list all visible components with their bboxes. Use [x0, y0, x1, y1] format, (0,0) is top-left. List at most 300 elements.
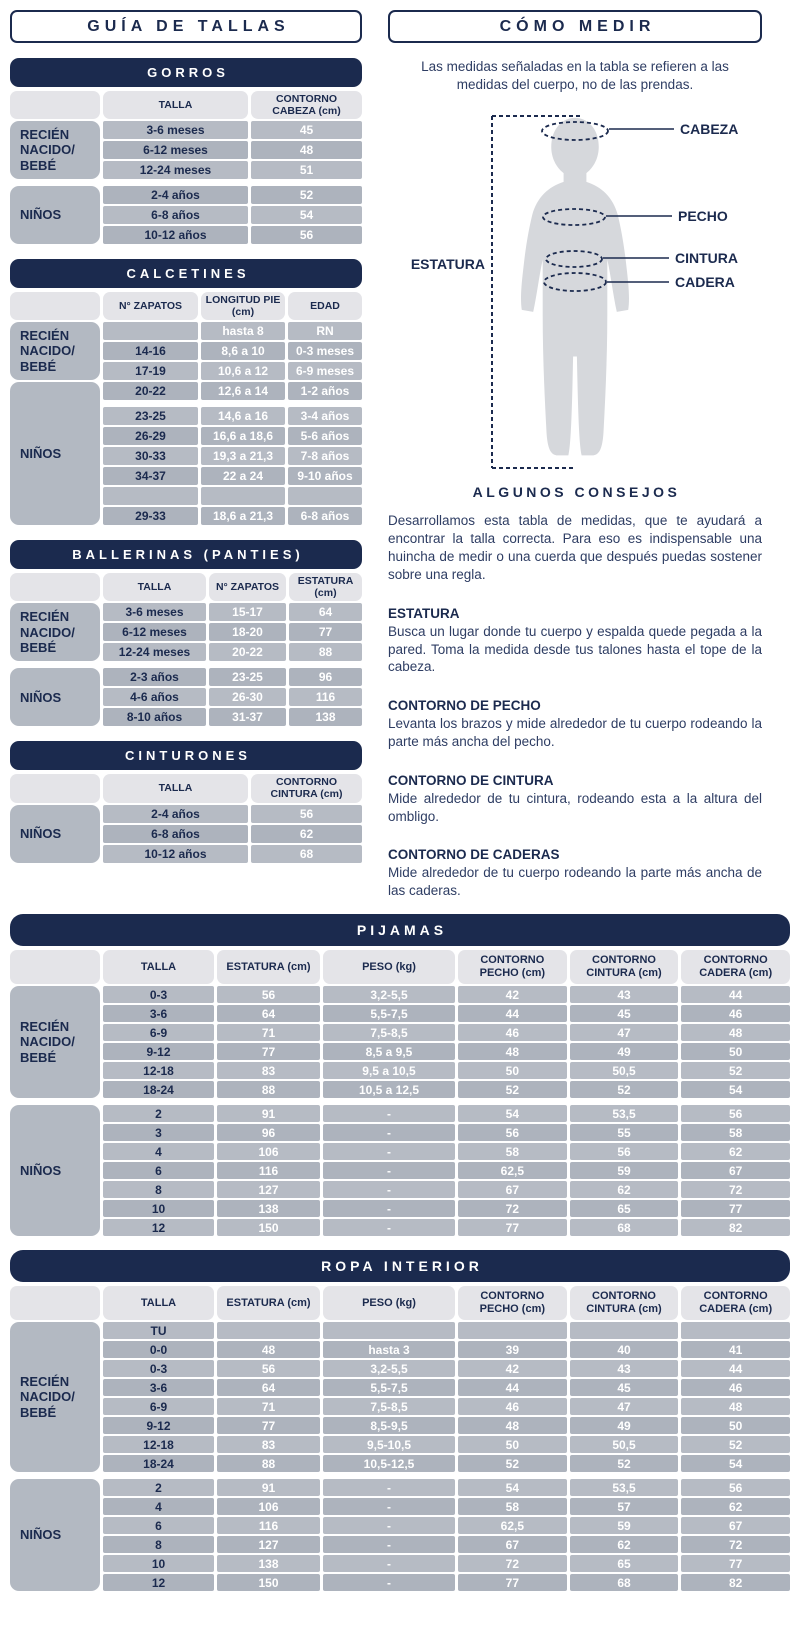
value-cell: 72 — [681, 1536, 790, 1553]
value-cell: 67 — [458, 1181, 567, 1198]
value-cell: 72 — [681, 1181, 790, 1198]
value-cell: 49 — [570, 1417, 679, 1434]
value-cell: 127 — [217, 1181, 320, 1198]
value-cell: 77 — [681, 1200, 790, 1217]
value-cell: 106 — [217, 1498, 320, 1515]
value-cell — [288, 487, 362, 505]
value-cell: 22 a 24 — [201, 467, 285, 485]
value-cell: 91 — [217, 1105, 320, 1122]
value-cell: 68 — [570, 1219, 679, 1236]
value-cell: 39 — [458, 1341, 567, 1358]
group-spacer — [103, 181, 362, 184]
size-cell: 10 — [103, 1200, 214, 1217]
size-cell: 9-12 — [103, 1417, 214, 1434]
group-label: RECIÉN NACIDO/ BEBÉ — [10, 121, 100, 179]
group-label: RECIÉN NACIDO/ BEBÉ — [10, 322, 100, 380]
column-header: EDAD — [288, 292, 362, 320]
value-cell — [201, 487, 285, 505]
measurement-diagram — [388, 100, 762, 478]
size-cell: TU — [103, 1322, 214, 1339]
group-label: NIÑOS — [10, 805, 100, 863]
value-cell: 23-25 — [209, 668, 286, 686]
value-cell: - — [323, 1555, 455, 1572]
value-cell: 56 — [217, 986, 320, 1003]
size-cell: 8 — [103, 1536, 214, 1553]
value-cell: - — [323, 1181, 455, 1198]
size-cell: 17-19 — [103, 362, 198, 380]
value-cell: 26-30 — [209, 688, 286, 706]
estatura-label: ESTATURA — [410, 256, 485, 273]
value-cell: 54 — [681, 1455, 790, 1472]
section-calcetines — [10, 259, 362, 525]
value-cell: 45 — [570, 1379, 679, 1396]
column-header: ESTATURA (cm) — [289, 573, 362, 601]
value-cell: 62,5 — [458, 1162, 567, 1179]
column-header: CONTORNO CINTURA (cm) — [251, 774, 362, 802]
value-cell: 82 — [681, 1574, 790, 1591]
value-cell: 9-10 años — [288, 467, 362, 485]
size-cell: 12-18 — [103, 1062, 214, 1079]
size-cell: 3-6 meses — [103, 603, 206, 621]
value-cell: 58 — [458, 1143, 567, 1160]
size-cell: 8 — [103, 1181, 214, 1198]
value-cell: 52 — [681, 1062, 790, 1079]
value-cell: 41 — [681, 1341, 790, 1358]
value-cell: 9,5 a 10,5 — [323, 1062, 455, 1079]
size-cell: 18-24 — [103, 1081, 214, 1098]
column-header: ESTATURA (cm) — [217, 1286, 320, 1320]
group-spacer — [103, 402, 362, 405]
value-cell: 52 — [458, 1081, 567, 1098]
value-cell: 83 — [217, 1062, 320, 1079]
value-cell: - — [323, 1162, 455, 1179]
tips-heading: ALGUNOS CONSEJOS — [472, 484, 681, 501]
value-cell: 1-2 años — [288, 382, 362, 400]
value-cell: 15-17 — [209, 603, 286, 621]
value-cell: 71 — [217, 1024, 320, 1041]
column-header: CONTORNO PECHO (cm) — [458, 950, 567, 984]
size-cell: 10 — [103, 1555, 214, 1572]
value-cell: 67 — [681, 1517, 790, 1534]
size-cell: 6 — [103, 1162, 214, 1179]
column-header: CONTORNO CABEZA (cm) — [251, 91, 362, 119]
size-cell: 3-6 meses — [103, 121, 248, 139]
table-pijamas — [10, 950, 790, 1236]
value-cell: 127 — [217, 1536, 320, 1553]
size-cell — [103, 322, 198, 340]
size-cell: 12-24 meses — [103, 161, 248, 179]
value-cell: 50 — [681, 1417, 790, 1434]
section-title-ropa-interior: ROPA INTERIOR — [10, 1250, 790, 1282]
size-cell: 10-12 años — [103, 845, 248, 863]
value-cell: 72 — [458, 1200, 567, 1217]
value-cell: 14,6 a 16 — [201, 407, 285, 425]
body-diagram-svg — [388, 100, 762, 478]
size-cell: 23-25 — [103, 407, 198, 425]
value-cell: 62 — [570, 1181, 679, 1198]
value-cell: 62,5 — [458, 1517, 567, 1534]
column-header: TALLA — [103, 1286, 214, 1320]
size-cell: 6-8 años — [103, 825, 248, 843]
column-header: CONTORNO CINTURA (cm) — [570, 1286, 679, 1320]
size-cell: 4 — [103, 1498, 214, 1515]
value-cell: 65 — [570, 1200, 679, 1217]
value-cell: 58 — [458, 1498, 567, 1515]
column-header: CONTORNO CADERA (cm) — [681, 1286, 790, 1320]
corner-cell — [10, 91, 100, 119]
size-cell: 0-3 — [103, 1360, 214, 1377]
value-cell: 8,6 a 10 — [201, 342, 285, 360]
column-header: TALLA — [103, 573, 206, 601]
size-cell: 12 — [103, 1219, 214, 1236]
value-cell: 8,5-9,5 — [323, 1417, 455, 1434]
value-cell: 42 — [458, 1360, 567, 1377]
value-cell: 48 — [458, 1417, 567, 1434]
value-cell: 46 — [458, 1024, 567, 1041]
value-cell: 10,5 a 12,5 — [323, 1081, 455, 1098]
column-header: CONTORNO CADERA (cm) — [681, 950, 790, 984]
cadera-label: CADERA — [675, 274, 735, 291]
size-cell: 0-0 — [103, 1341, 214, 1358]
size-cell: 0-3 — [103, 986, 214, 1003]
section-cinturones — [10, 741, 362, 862]
how-to-measure-title: CÓMO MEDIR — [388, 10, 762, 43]
value-cell — [458, 1322, 567, 1339]
value-cell: 83 — [217, 1436, 320, 1453]
corner-cell — [10, 774, 100, 802]
value-cell: 62 — [251, 825, 362, 843]
size-cell: 6-12 meses — [103, 623, 206, 641]
table-ropa-interior — [10, 1286, 790, 1591]
value-cell: 10,6 a 12 — [201, 362, 285, 380]
value-cell: 12,6 a 14 — [201, 382, 285, 400]
tip-title: CONTORNO DE CINTURA — [388, 772, 554, 788]
cabeza-label: CABEZA — [680, 121, 739, 138]
value-cell: 62 — [681, 1498, 790, 1515]
column-header: ESTATURA (cm) — [217, 950, 320, 984]
tip-section-caderas — [388, 847, 762, 900]
group-label: NIÑOS — [10, 1479, 100, 1591]
group-spacer — [103, 663, 362, 666]
value-cell: - — [323, 1574, 455, 1591]
value-cell: 52 — [681, 1436, 790, 1453]
value-cell: 96 — [289, 668, 362, 686]
value-cell: 50 — [681, 1043, 790, 1060]
column-header: N° ZAPATOS — [209, 573, 286, 601]
value-cell: 48 — [681, 1398, 790, 1415]
table-calcetines — [10, 292, 362, 525]
corner-cell — [10, 950, 100, 984]
value-cell: - — [323, 1498, 455, 1515]
section-title-calcetines: CALCETINES — [10, 259, 362, 288]
size-cell — [103, 487, 198, 505]
value-cell: 46 — [458, 1398, 567, 1415]
column-header: PESO (kg) — [323, 950, 455, 984]
value-cell — [323, 1322, 455, 1339]
size-cell: 6 — [103, 1517, 214, 1534]
value-cell: 43 — [570, 1360, 679, 1377]
value-cell: 50,5 — [570, 1436, 679, 1453]
column-header: TALLA — [103, 91, 248, 119]
value-cell: 10,5-12,5 — [323, 1455, 455, 1472]
value-cell: 44 — [458, 1005, 567, 1022]
value-cell: 48 — [681, 1024, 790, 1041]
size-cell: 18-24 — [103, 1455, 214, 1472]
value-cell: 8,5 a 9,5 — [323, 1043, 455, 1060]
value-cell: 56 — [570, 1143, 679, 1160]
value-cell: 52 — [570, 1081, 679, 1098]
value-cell: 77 — [458, 1219, 567, 1236]
value-cell: 50 — [458, 1062, 567, 1079]
column-header: TALLA — [103, 774, 248, 802]
value-cell: - — [323, 1200, 455, 1217]
value-cell: 19,3 a 21,3 — [201, 447, 285, 465]
group-label: NIÑOS — [10, 186, 100, 244]
value-cell — [570, 1322, 679, 1339]
tip-section-estatura — [388, 606, 762, 676]
value-cell: - — [323, 1517, 455, 1534]
size-cell: 8-10 años — [103, 708, 206, 726]
value-cell: 77 — [681, 1555, 790, 1572]
value-cell: 58 — [681, 1124, 790, 1141]
value-cell: 56 — [681, 1105, 790, 1122]
corner-cell — [10, 573, 100, 601]
size-cell: 20-22 — [103, 382, 198, 400]
value-cell: 138 — [217, 1200, 320, 1217]
value-cell: 6-9 meses — [288, 362, 362, 380]
value-cell: 77 — [458, 1574, 567, 1591]
size-cell: 6-8 años — [103, 206, 248, 224]
value-cell: 56 — [458, 1124, 567, 1141]
column-header: N° ZAPATOS — [103, 292, 198, 320]
section-title-pijamas: PIJAMAS — [10, 914, 790, 946]
value-cell: 64 — [217, 1005, 320, 1022]
group-spacer — [103, 1474, 790, 1477]
value-cell: 68 — [251, 845, 362, 863]
value-cell: - — [323, 1124, 455, 1141]
value-cell: 82 — [681, 1219, 790, 1236]
value-cell: 91 — [217, 1479, 320, 1496]
left-tables-container — [10, 58, 362, 863]
value-cell: 42 — [458, 986, 567, 1003]
tip-section-pecho — [388, 698, 762, 751]
size-cell: 2 — [103, 1105, 214, 1122]
value-cell: 53,5 — [570, 1479, 679, 1496]
group-label: NIÑOS — [10, 668, 100, 726]
section-title-gorros: GORROS — [10, 58, 362, 87]
value-cell: - — [323, 1536, 455, 1553]
value-cell: 48 — [251, 141, 362, 159]
value-cell: 3,2-5,5 — [323, 1360, 455, 1377]
value-cell: 56 — [681, 1479, 790, 1496]
value-cell: 59 — [570, 1517, 679, 1534]
value-cell: 44 — [681, 1360, 790, 1377]
tip-body: Levanta los brazos y mide alrededor de tu cuerpo rodeando la parte más ancha del pecho. — [388, 716, 762, 749]
how-to-measure-column — [388, 10, 762, 900]
value-cell: 106 — [217, 1143, 320, 1160]
value-cell: 116 — [289, 688, 362, 706]
value-cell: 150 — [217, 1219, 320, 1236]
value-cell: 138 — [289, 708, 362, 726]
size-cell: 6-9 — [103, 1024, 214, 1041]
section-pijamas — [10, 914, 790, 1236]
tips-intro: Desarrollamos esta tabla de medidas, que te ayudará a encontrar la talla correcta. Para eso es indispensable una huincha de medir o una cuerda que después puedas sostener sobre una regla. — [388, 513, 762, 582]
value-cell: 52 — [458, 1455, 567, 1472]
size-cell: 3-6 — [103, 1379, 214, 1396]
value-cell: 57 — [570, 1498, 679, 1515]
value-cell: 77 — [217, 1417, 320, 1434]
column-header: CONTORNO PECHO (cm) — [458, 1286, 567, 1320]
value-cell: 5,5-7,5 — [323, 1379, 455, 1396]
size-cell: 9-12 — [103, 1043, 214, 1060]
value-cell: 96 — [217, 1124, 320, 1141]
corner-cell — [10, 1286, 100, 1320]
value-cell: 44 — [681, 986, 790, 1003]
value-cell: hasta 8 — [201, 322, 285, 340]
corner-cell — [10, 292, 100, 320]
value-cell: 5,5-7,5 — [323, 1005, 455, 1022]
value-cell: 138 — [217, 1555, 320, 1572]
value-cell: 55 — [570, 1124, 679, 1141]
value-cell: 67 — [458, 1536, 567, 1553]
value-cell: 51 — [251, 161, 362, 179]
value-cell — [217, 1322, 320, 1339]
value-cell: 88 — [289, 643, 362, 661]
value-cell: 43 — [570, 986, 679, 1003]
section-ropa-interior — [10, 1250, 790, 1591]
size-cell: 14-16 — [103, 342, 198, 360]
group-label: NIÑOS — [10, 1105, 100, 1236]
value-cell: 116 — [217, 1162, 320, 1179]
value-cell: 54 — [251, 206, 362, 224]
tip-title: CONTORNO DE PECHO — [388, 698, 541, 714]
pecho-label: PECHO — [678, 208, 728, 225]
column-header: PESO (kg) — [323, 1286, 455, 1320]
value-cell: 47 — [570, 1398, 679, 1415]
tip-title: ESTATURA — [388, 605, 460, 621]
value-cell: 18-20 — [209, 623, 286, 641]
column-header: CONTORNO CINTURA (cm) — [570, 950, 679, 984]
value-cell: 67 — [681, 1162, 790, 1179]
value-cell: 3,2-5,5 — [323, 986, 455, 1003]
value-cell: 7,5-8,5 — [323, 1024, 455, 1041]
value-cell: RN — [288, 322, 362, 340]
value-cell: 72 — [458, 1555, 567, 1572]
size-cell: 3 — [103, 1124, 214, 1141]
size-cell: 10-12 años — [103, 226, 248, 244]
value-cell: 48 — [458, 1043, 567, 1060]
value-cell: 52 — [251, 186, 362, 204]
value-cell: 54 — [458, 1105, 567, 1122]
size-cell: 2 — [103, 1479, 214, 1496]
value-cell: 77 — [217, 1043, 320, 1060]
tip-body: Busca un lugar donde tu cuerpo y espalda quede pegada a la pared. Toma la medida desde tus talones hasta el tope de la cabeza. — [388, 623, 762, 675]
value-cell: 7,5-8,5 — [323, 1398, 455, 1415]
measure-intro-text: Las medidas señaladas en la tabla se refieren a las medidas del cuerpo, no de las prendas. — [421, 59, 729, 93]
value-cell: 5-6 años — [288, 427, 362, 445]
value-cell: hasta 3 — [323, 1341, 455, 1358]
value-cell: 45 — [251, 121, 362, 139]
section-ballerinas — [10, 540, 362, 726]
value-cell: 52 — [570, 1455, 679, 1472]
section-gorros — [10, 58, 362, 244]
tip-body: Mide alrededor de tu cuerpo rodeando la parte más ancha de las caderas. — [388, 865, 762, 899]
cintura-label: CINTURA — [675, 250, 738, 267]
size-cell: 2-4 años — [103, 186, 248, 204]
size-cell: 3-6 — [103, 1005, 214, 1022]
value-cell: 56 — [251, 226, 362, 244]
group-label: RECIÉN NACIDO/ BEBÉ — [10, 603, 100, 661]
size-cell: 12-24 meses — [103, 643, 206, 661]
value-cell: 44 — [458, 1379, 567, 1396]
group-label: RECIÉN NACIDO/ BEBÉ — [10, 1322, 100, 1472]
group-spacer — [103, 1100, 790, 1103]
section-title-cinturones: CINTURONES — [10, 741, 362, 770]
value-cell: 7-8 años — [288, 447, 362, 465]
value-cell: 20-22 — [209, 643, 286, 661]
value-cell: 62 — [681, 1143, 790, 1160]
table-cinturones — [10, 774, 362, 862]
size-tables-column — [10, 10, 362, 878]
value-cell: 116 — [217, 1517, 320, 1534]
page-title: GUÍA DE TALLAS — [10, 10, 362, 43]
value-cell: 9,5-10,5 — [323, 1436, 455, 1453]
value-cell: 64 — [217, 1379, 320, 1396]
size-cell: 4-6 años — [103, 688, 206, 706]
size-cell: 30-33 — [103, 447, 198, 465]
size-cell: 4 — [103, 1143, 214, 1160]
value-cell: 45 — [570, 1005, 679, 1022]
value-cell: 54 — [458, 1479, 567, 1496]
table-gorros — [10, 91, 362, 244]
value-cell: 71 — [217, 1398, 320, 1415]
tip-body: Mide alrededor de tu cintura, rodeando esta a la altura del ombligo. — [388, 790, 762, 824]
value-cell: - — [323, 1105, 455, 1122]
size-cell: 34-37 — [103, 467, 198, 485]
size-cell: 26-29 — [103, 427, 198, 445]
value-cell: 88 — [217, 1081, 320, 1098]
tip-section-cintura — [388, 773, 762, 826]
group-label: RECIÉN NACIDO/ BEBÉ — [10, 986, 100, 1098]
group-label: NIÑOS — [10, 382, 100, 525]
size-cell: 29-33 — [103, 507, 198, 525]
value-cell — [681, 1322, 790, 1339]
value-cell: 3-4 años — [288, 407, 362, 425]
size-cell: 2-3 años — [103, 668, 206, 686]
value-cell: 49 — [570, 1043, 679, 1060]
value-cell: - — [323, 1479, 455, 1496]
value-cell: 53,5 — [570, 1105, 679, 1122]
value-cell: - — [323, 1143, 455, 1160]
size-cell: 6-12 meses — [103, 141, 248, 159]
value-cell: 46 — [681, 1379, 790, 1396]
value-cell: 64 — [289, 603, 362, 621]
value-cell: 48 — [217, 1341, 320, 1358]
tip-title: CONTORNO DE CADERAS — [388, 847, 560, 863]
value-cell: 68 — [570, 1574, 679, 1591]
value-cell: 88 — [217, 1455, 320, 1472]
value-cell: 6-8 años — [288, 507, 362, 525]
full-width-tables-container — [10, 914, 790, 1591]
value-cell: 150 — [217, 1574, 320, 1591]
value-cell: 50,5 — [570, 1062, 679, 1079]
section-title-ballerinas: BALLERINAS (PANTIES) — [10, 540, 362, 569]
table-ballerinas — [10, 573, 362, 726]
value-cell: 56 — [251, 805, 362, 823]
value-cell: 40 — [570, 1341, 679, 1358]
value-cell: 65 — [570, 1555, 679, 1572]
size-cell: 12-18 — [103, 1436, 214, 1453]
